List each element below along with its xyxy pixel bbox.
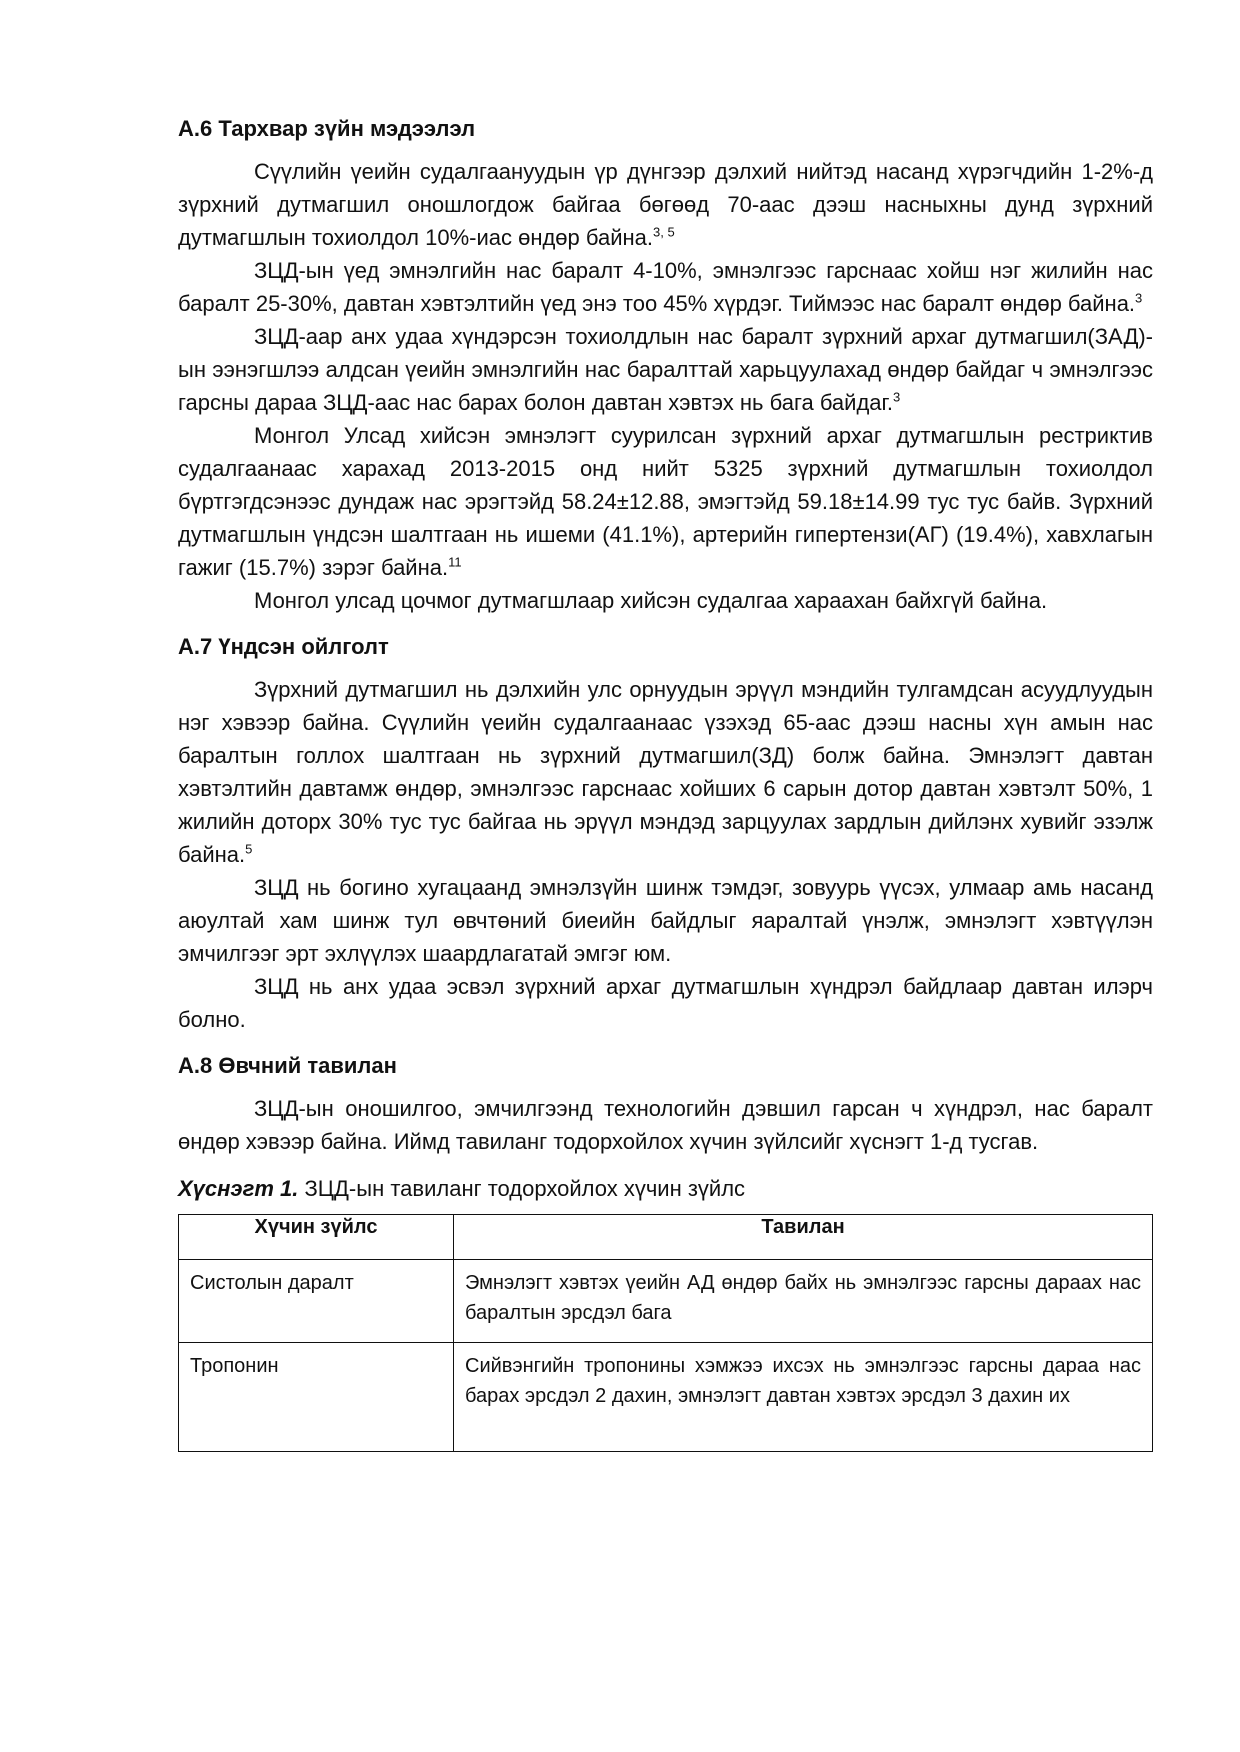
paragraph: Монгол Улсад хийсэн эмнэлэгт суурилсан зүрхний архаг дутмагшлын рестриктив судалгаанаас харахад 2013-2015 онд нийт 5325 зүрхний дутмагшлын тохиолдол бүртгэгдсэнээс дундаж нас эрэгтэйд 58.24±12.88, эмэгтэйд 59.18±14.99 тус тус байв. Зүрхний дутмагшлын үндсэн шалтгаан нь ишеми (41.1%), артерийн гипертензи(АГ) (19.4%), хавхлагын гажиг (15.7%) зэрэг байна.$^{11}$: [178, 423, 1153, 580]
section-basic-concepts: [178, 633, 1153, 1036]
paragraph: ЗЦД-аар анх удаа хүндэрсэн тохиолдлын нас баралт зүрхний архаг дутмагшил(ЗАД)-ын ээнэгшлээ алдсан үеийн эмнэлгийн нас баралттай харьцуулахад өндөр байдаг ч эмнэлгээс гарсны дараа ЗЦД-аас нас барах болон давтан хэвтэх нь бага байдаг.$^3$: [178, 324, 1153, 415]
section-epidemiology: [178, 115, 1153, 617]
reference: 3: [1135, 290, 1143, 306]
table-caption-label: Хүснэгт 1.: [178, 1176, 299, 1201]
table-header-prognosis: Тавилан: [454, 1215, 1153, 1260]
table-row: [179, 1260, 1153, 1343]
prognosis-table: [178, 1214, 1153, 1452]
table-row: [179, 1343, 1153, 1452]
reference: 11: [448, 554, 462, 570]
table-cell-prognosis: Сийвэнгийн тропонины хэмжээ ихсэх нь эмнэлгээс гарсны дараа нас барах эрсдэл 2 дахин, эмнэлэгт давтан хэвтэх эрсдэл 3 дахин их: [454, 1343, 1153, 1452]
section-prognosis: [178, 1052, 1153, 1158]
paragraph: Сүүлийн үеийн судалгаануудын үр дүнгээр дэлхий нийтэд насанд хүрэгчдийн 1-2%-д зүрхний дутмагшил оношлогдож байгаа бөгөөд 70-аас дээш насныхны дунд зүрхний дутмагшлын тохиолдол 10%-иас өндөр байна.$^{3, 5}$: [178, 159, 1153, 250]
reference: 3: [892, 389, 901, 405]
table-cell-prognosis: Эмнэлэгт хэвтэх үеийн АД өндөр байх нь эмнэлгээс гарсны дараах нас баралтын эрсдэл бага: [454, 1260, 1153, 1343]
table-caption: [178, 1174, 1153, 1204]
paragraph: ЗЦД нь анх удаа эсвэл зүрхний архаг дутмагшлын хүндрэл байдлаар давтан илэрч болно.: [178, 974, 1153, 1032]
document-page: [178, 115, 1153, 1452]
table-header-factors: Хүчин зүйлс: [179, 1215, 454, 1260]
paragraph: Зүрхний дутмагшил нь дэлхийн улс орнуудын эрүүл мэндийн тулгамдсан асуудлуудын нэг хэвээр байна. Сүүлийн үеийн судалгаанаас үзэхэд 65-аас дээш насны хүн амын нас баралтын голлох шалтгаан нь зүрхний дутмагшил(ЗД) болж байна. Эмнэлэгт давтан хэвтэлтийн давтамж өндөр, эмнэлгээс гарснаас хойших 6 сарын дотор давтан хэвтэлт 50%, 1 жилийн доторх 30% тус тус байгаа нь эрүүл мэндэд зарцуулах зардлын дийлэнх хувийг эзэлж байна.$^5$: [178, 677, 1153, 867]
table-cell-factor: Систолын даралт: [179, 1260, 454, 1343]
reference: 3, 5: [653, 224, 675, 240]
section-heading: A.6 Тархвар зүйн мэдээлэл: [178, 116, 476, 141]
table-caption-text: ЗЦД-ын тавиланг тодорхойлох хүчин зүйлс: [304, 1176, 746, 1201]
paragraph: Монгол улсад цочмог дутмагшлаар хийсэн судалгаа хараахан байхгүй байна.: [254, 588, 1048, 613]
section-heading: A.8 Өвчний тавилан: [178, 1053, 397, 1078]
paragraph: ЗЦД нь богино хугацаанд эмнэлзүйн шинж тэмдэг, зовуурь үүсэх, улмаар амь насанд аюултай хам шинж тул өвчтөний биеийн байдлыг яаралтай үнэлж, эмнэлэгт хэвтүүлэн эмчилгээг эрт эхлүүлэх шаардлагатай эмгэг юм.: [178, 875, 1153, 966]
paragraph: ЗЦД-ын үед эмнэлгийн нас баралт 4-10%, эмнэлгээс гарснаас хойш нэг жилийн нас баралт 25-30%, давтан хэвтэлтийн үед энэ тоо 45% хүрдэг. Тиймээс нас баралт өндөр байна.$^3$: [178, 258, 1153, 316]
section-heading: A.7 Үндсэн ойлголт: [178, 634, 389, 659]
table-header-row: [179, 1215, 1153, 1260]
paragraph: ЗЦД-ын оношилгоо, эмчилгээнд технологийн дэвшил гарсан ч хүндрэл, нас баралт өндөр хэвээр байна. Иймд тавиланг тодорхойлох хүчин зүйлсийг хүснэгт 1-д тусгав.: [178, 1096, 1153, 1154]
table-cell-factor: Тропонин: [179, 1343, 454, 1452]
reference: 5: [245, 841, 253, 857]
